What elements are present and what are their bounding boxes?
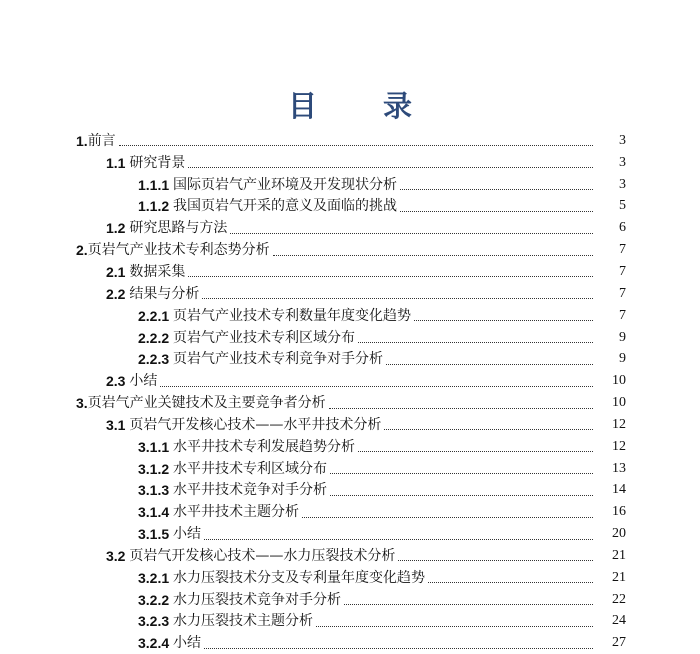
dot-leader xyxy=(230,219,593,234)
toc-entry[interactable] xyxy=(0,589,700,611)
toc-entry-page-number: 10 xyxy=(612,395,626,411)
toc-entry-page-number: 22 xyxy=(612,591,626,607)
dot-leader xyxy=(302,503,593,518)
toc-entry-number: 3.1.2 xyxy=(138,460,174,477)
toc-entry-number: 3.2.1 xyxy=(138,569,174,586)
toc-entry[interactable] xyxy=(0,283,700,305)
toc-entry-number: 2.2.1 xyxy=(138,307,174,324)
dot-leader xyxy=(160,372,593,387)
toc-entry[interactable] xyxy=(0,545,700,567)
toc-entry-number: 3.2.4 xyxy=(138,635,174,652)
toc-entry-page-number: 7 xyxy=(619,242,626,258)
toc-entry[interactable] xyxy=(0,261,700,283)
toc-entry-page-number: 14 xyxy=(612,482,626,498)
toc-entry-page-number: 9 xyxy=(619,329,626,345)
toc-entry-title: 水力压裂技术竞争对手分析 xyxy=(173,591,342,608)
toc-entry[interactable] xyxy=(0,480,700,502)
toc-entry-title: 水平井技术专利区域分布 xyxy=(173,460,328,477)
toc-entry[interactable] xyxy=(0,632,700,654)
toc-entry[interactable] xyxy=(0,305,700,327)
dot-leader xyxy=(358,328,593,343)
toc-entry[interactable] xyxy=(0,523,700,545)
dot-leader xyxy=(344,590,593,605)
dot-leader xyxy=(330,481,593,496)
toc-entry-number: 1.2 xyxy=(106,220,130,237)
toc-entry-page-number: 9 xyxy=(619,351,626,367)
toc-entry-title: 水平井技术竞争对手分析 xyxy=(173,482,328,499)
dot-leader xyxy=(204,634,593,649)
toc-entry-number: 2. xyxy=(76,242,88,259)
toc-entry-page-number: 3 xyxy=(619,176,626,192)
toc-entry-page-number: 12 xyxy=(612,438,626,454)
dot-leader xyxy=(188,153,593,168)
toc-entry-number: 3.2 xyxy=(106,547,130,564)
dot-leader xyxy=(329,394,593,409)
toc-entry-title: 页岩气产业关键技术及主要竞争者分析 xyxy=(87,395,326,412)
toc-entry-page-number: 12 xyxy=(612,416,626,432)
dot-leader xyxy=(400,197,593,212)
toc-entry-title: 小结 xyxy=(129,373,158,390)
toc-entry-title: 水力压裂技术分支及专利量年度变化趋势 xyxy=(173,569,426,586)
toc-entry-page-number: 16 xyxy=(612,504,626,520)
toc-title: 目 录 xyxy=(287,89,441,123)
toc-entry-page-number: 27 xyxy=(612,635,626,651)
toc-entry-title: 研究思路与方法 xyxy=(129,220,228,237)
dot-leader xyxy=(119,131,593,146)
toc-entry-title: 页岩气开发核心技术——水力压裂技术分析 xyxy=(129,547,396,564)
toc-entry-number: 2.3 xyxy=(106,373,130,390)
toc-entry-page-number: 24 xyxy=(612,613,626,629)
toc-entry[interactable] xyxy=(0,370,700,392)
toc-entry[interactable] xyxy=(0,458,700,480)
toc-entry-title: 页岩气产业技术专利竞争对手分析 xyxy=(173,351,384,368)
toc-entry-page-number: 5 xyxy=(619,198,626,214)
toc-entry-number: 3.1.4 xyxy=(138,504,174,521)
toc-entry-number: 3.1.5 xyxy=(138,526,174,543)
dot-leader xyxy=(202,284,593,299)
dot-leader xyxy=(398,546,593,561)
toc-entry[interactable] xyxy=(0,567,700,589)
toc-entry-number: 1. xyxy=(76,132,88,149)
toc-entry[interactable] xyxy=(0,501,700,523)
toc-entry[interactable] xyxy=(0,611,700,633)
toc-entry-page-number: 10 xyxy=(612,373,626,389)
toc-entry[interactable] xyxy=(0,239,700,261)
toc-list xyxy=(0,130,700,654)
dot-leader xyxy=(316,612,593,627)
toc-entry-number: 1.1.2 xyxy=(138,198,174,215)
toc-entry-number: 3.1 xyxy=(106,416,130,433)
toc-entry-number: 3. xyxy=(76,395,88,412)
toc-entry-title: 我国页岩气开采的意义及面临的挑战 xyxy=(173,198,398,215)
toc-entry-number: 2.1 xyxy=(106,263,130,280)
toc-entry[interactable] xyxy=(0,152,700,174)
dot-leader xyxy=(188,262,593,277)
toc-entry-title: 页岩气产业技术专利数量年度变化趋势 xyxy=(173,307,412,324)
toc-entry-title: 页岩气开发核心技术——水平井技术分析 xyxy=(129,416,382,433)
dot-leader xyxy=(400,175,593,190)
toc-entry-title: 页岩气产业技术专利区域分布 xyxy=(173,329,356,346)
dot-leader xyxy=(273,241,593,256)
toc-entry-number: 3.1.1 xyxy=(138,438,174,455)
toc-entry-title: 页岩气产业技术专利态势分析 xyxy=(87,242,270,259)
toc-entry-page-number: 21 xyxy=(612,569,626,585)
dot-leader xyxy=(330,459,593,474)
toc-entry-number: 3.2.2 xyxy=(138,591,174,608)
dot-leader xyxy=(384,415,593,430)
toc-entry[interactable] xyxy=(0,196,700,218)
dot-leader xyxy=(204,525,593,540)
toc-entry-number: 3.2.3 xyxy=(138,613,174,630)
toc-entry-page-number: 3 xyxy=(619,132,626,148)
toc-entry-number: 3.1.3 xyxy=(138,482,174,499)
dot-leader xyxy=(386,350,593,365)
toc-entry-number: 2.2.3 xyxy=(138,351,174,368)
dot-leader xyxy=(358,437,593,452)
toc-entry[interactable] xyxy=(0,327,700,349)
toc-entry-title: 数据采集 xyxy=(129,263,186,280)
toc-entry[interactable] xyxy=(0,348,700,370)
toc-entry-title: 水力压裂技术主题分析 xyxy=(173,613,314,630)
toc-entry-page-number: 7 xyxy=(619,285,626,301)
toc-entry-page-number: 7 xyxy=(619,263,626,279)
toc-entry[interactable] xyxy=(0,130,700,152)
toc-entry-title: 小结 xyxy=(173,635,202,652)
dot-leader xyxy=(414,306,593,321)
toc-entry-title: 前言 xyxy=(87,132,116,149)
toc-entry-number: 2.2.2 xyxy=(138,329,174,346)
toc-entry-title: 研究背景 xyxy=(129,154,186,171)
toc-entry-title: 结果与分析 xyxy=(129,285,200,302)
toc-entry[interactable] xyxy=(0,414,700,436)
toc-entry-number: 2.2 xyxy=(106,285,130,302)
toc-entry-title: 小结 xyxy=(173,526,202,543)
toc-entry-page-number: 7 xyxy=(619,307,626,323)
toc-entry-page-number: 21 xyxy=(612,547,626,563)
toc-entry-title: 水平井技术专利发展趋势分析 xyxy=(173,438,356,455)
toc-entry[interactable] xyxy=(0,436,700,458)
toc-entry-number: 1.1 xyxy=(106,154,130,171)
toc-entry-title: 国际页岩气产业环境及开发现状分析 xyxy=(173,176,398,193)
toc-entry[interactable] xyxy=(0,392,700,414)
toc-entry-number: 1.1.1 xyxy=(138,176,174,193)
toc-entry[interactable] xyxy=(0,217,700,239)
toc-entry-title: 水平井技术主题分析 xyxy=(173,504,300,521)
toc-entry-page-number: 6 xyxy=(619,220,626,236)
toc-entry[interactable] xyxy=(0,174,700,196)
toc-entry-page-number: 20 xyxy=(612,526,626,542)
dot-leader xyxy=(428,568,593,583)
toc-entry-page-number: 3 xyxy=(619,154,626,170)
toc-entry-page-number: 13 xyxy=(612,460,626,476)
